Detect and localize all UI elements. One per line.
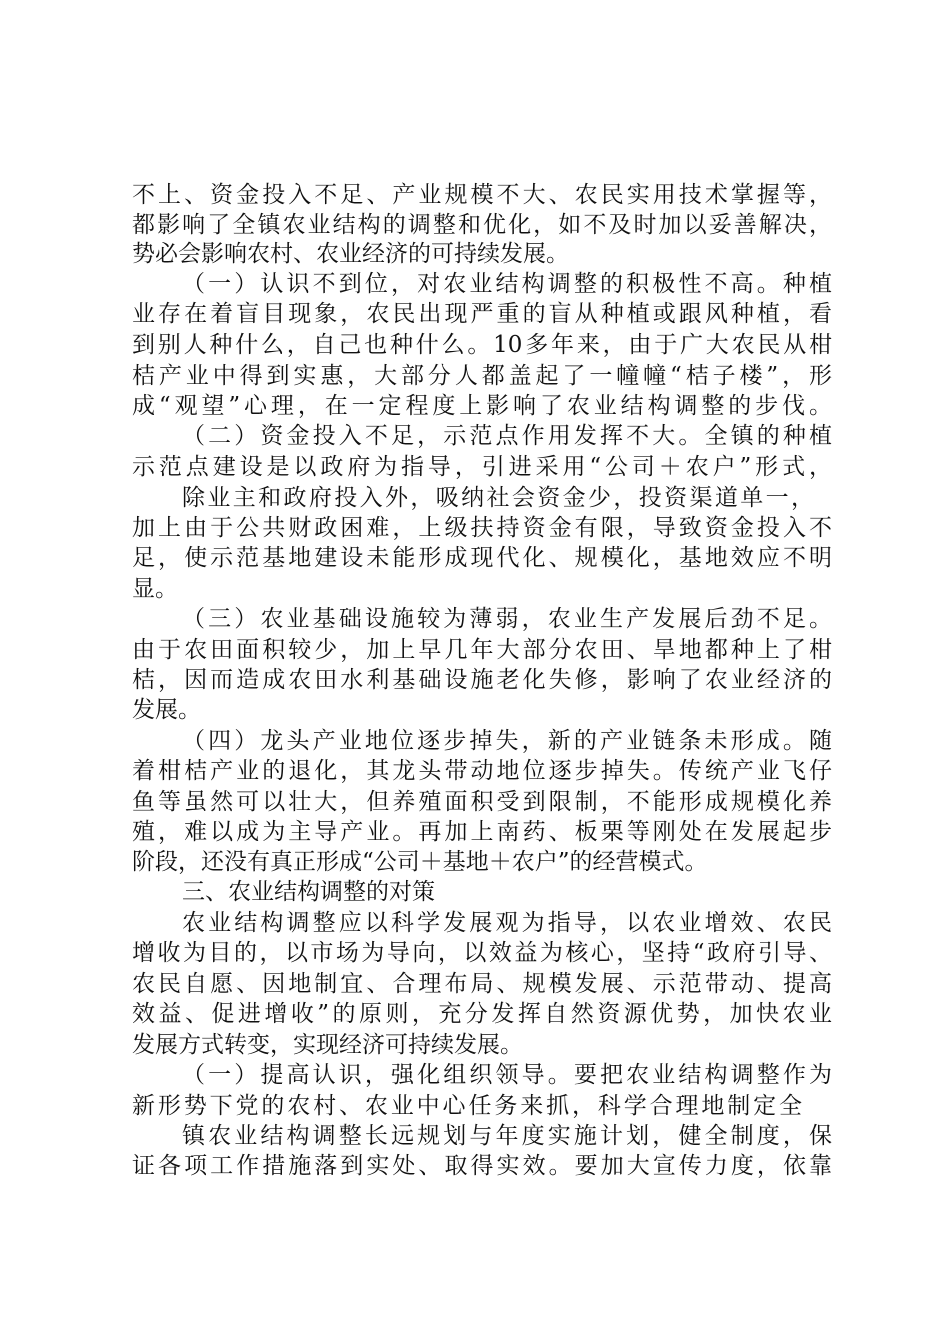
text-line: 由于农田面积较少，加上早几年大部分农田、旱地都种上了柑 [132,637,832,663]
text-line: 发展。 [132,697,201,723]
text-line: 增收为目的，以市场为导向，以效益为核心，坚持“政府引导、 [132,940,832,966]
text-line: 桔，因而造成农田水利基础设施老化失修，影响了农业经济的 [132,667,832,693]
text-line: 桔产业中得到实惠，大部分人都盖起了一幢幢“桔子楼”，形 [132,363,832,389]
text-line: （四）龙头产业地位逐步掉失，新的产业链条未形成。随 [182,728,832,754]
text-line: 阶段，还没有真正形成“公司＋基地＋农户”的经营模式。 [132,849,708,875]
text-line: 除业主和政府投入外，吸纳社会资金少，投资渠道单一， [182,485,814,511]
text-line: 农民自愿、因地制宜、合理布局、规模发展、示范带动、提高 [132,971,832,997]
text-line: 新形势下党的农村、农业中心任务来抓，科学合理地制定全 [132,1093,802,1119]
text-line: 显。 [132,576,178,602]
text-line: 成“观望”心理，在一定程度上影响了农业结构调整的步伐。 [132,393,832,419]
text-line: 足，使示范基地建设未能形成现代化、规模化，基地效应不明 [132,545,832,571]
text-line: 着柑桔产业的退化，其龙头带动地位逐步掉失。传统产业飞仔 [132,758,832,784]
text-line: 加上由于公共财政困难，上级扶持资金有限，导致资金投入不 [132,515,832,541]
text-line: 示范点建设是以政府为指导，引进采用“公司＋农户”形式， [132,454,832,480]
section-heading: 三、农业结构调整的对策 [182,879,435,905]
text-line: 到别人种什么，自己也种什么。10多年来，由于广大农民从柑 [132,332,832,358]
text-line: 不上、资金投入不足、产业规模不大、农民实用技术掌握等， [132,182,832,208]
text-line: 鱼等虽然可以壮大，但养殖面积受到限制，不能形成规模化养 [132,789,832,815]
text-line: 镇农业结构调整长远规划与年度实施计划，健全制度，保 [182,1123,832,1149]
text-line: 农业结构调整应以科学发展观为指导，以农业增效、农民 [182,910,832,936]
text-line: 业存在着盲目现象，农民出现严重的盲从种植或跟风种植，看 [132,301,832,327]
text-line: （三）农业基础设施较为薄弱，农业生产发展后劲不足。 [182,606,832,632]
text-line: （一）认识不到位，对农业结构调整的积极性不高。种植 [182,271,832,297]
text-line: 殖，难以成为主导产业。再加上南药、板栗等刚处在发展起步 [132,819,832,845]
text-line: 效益、促进增收”的原则，充分发挥自然资源优势，加快农业 [132,1001,832,1027]
text-line: 势必会影响农村、农业经济的可持续发展。 [132,241,569,267]
text-line: （二）资金投入不足，示范点作用发挥不大。全镇的种植 [182,423,832,449]
text-line: （一）提高认识，强化组织领导。要把农业结构调整作为 [182,1062,832,1088]
text-line: 证各项工作措施落到实处、取得实效。要加大宣传力度，依靠 [132,1153,832,1179]
text-line: 发展方式转变，实现经济可持续发展。 [132,1032,523,1058]
text-line: 都影响了全镇农业结构的调整和优化，如不及时加以妥善解决， [132,212,832,238]
